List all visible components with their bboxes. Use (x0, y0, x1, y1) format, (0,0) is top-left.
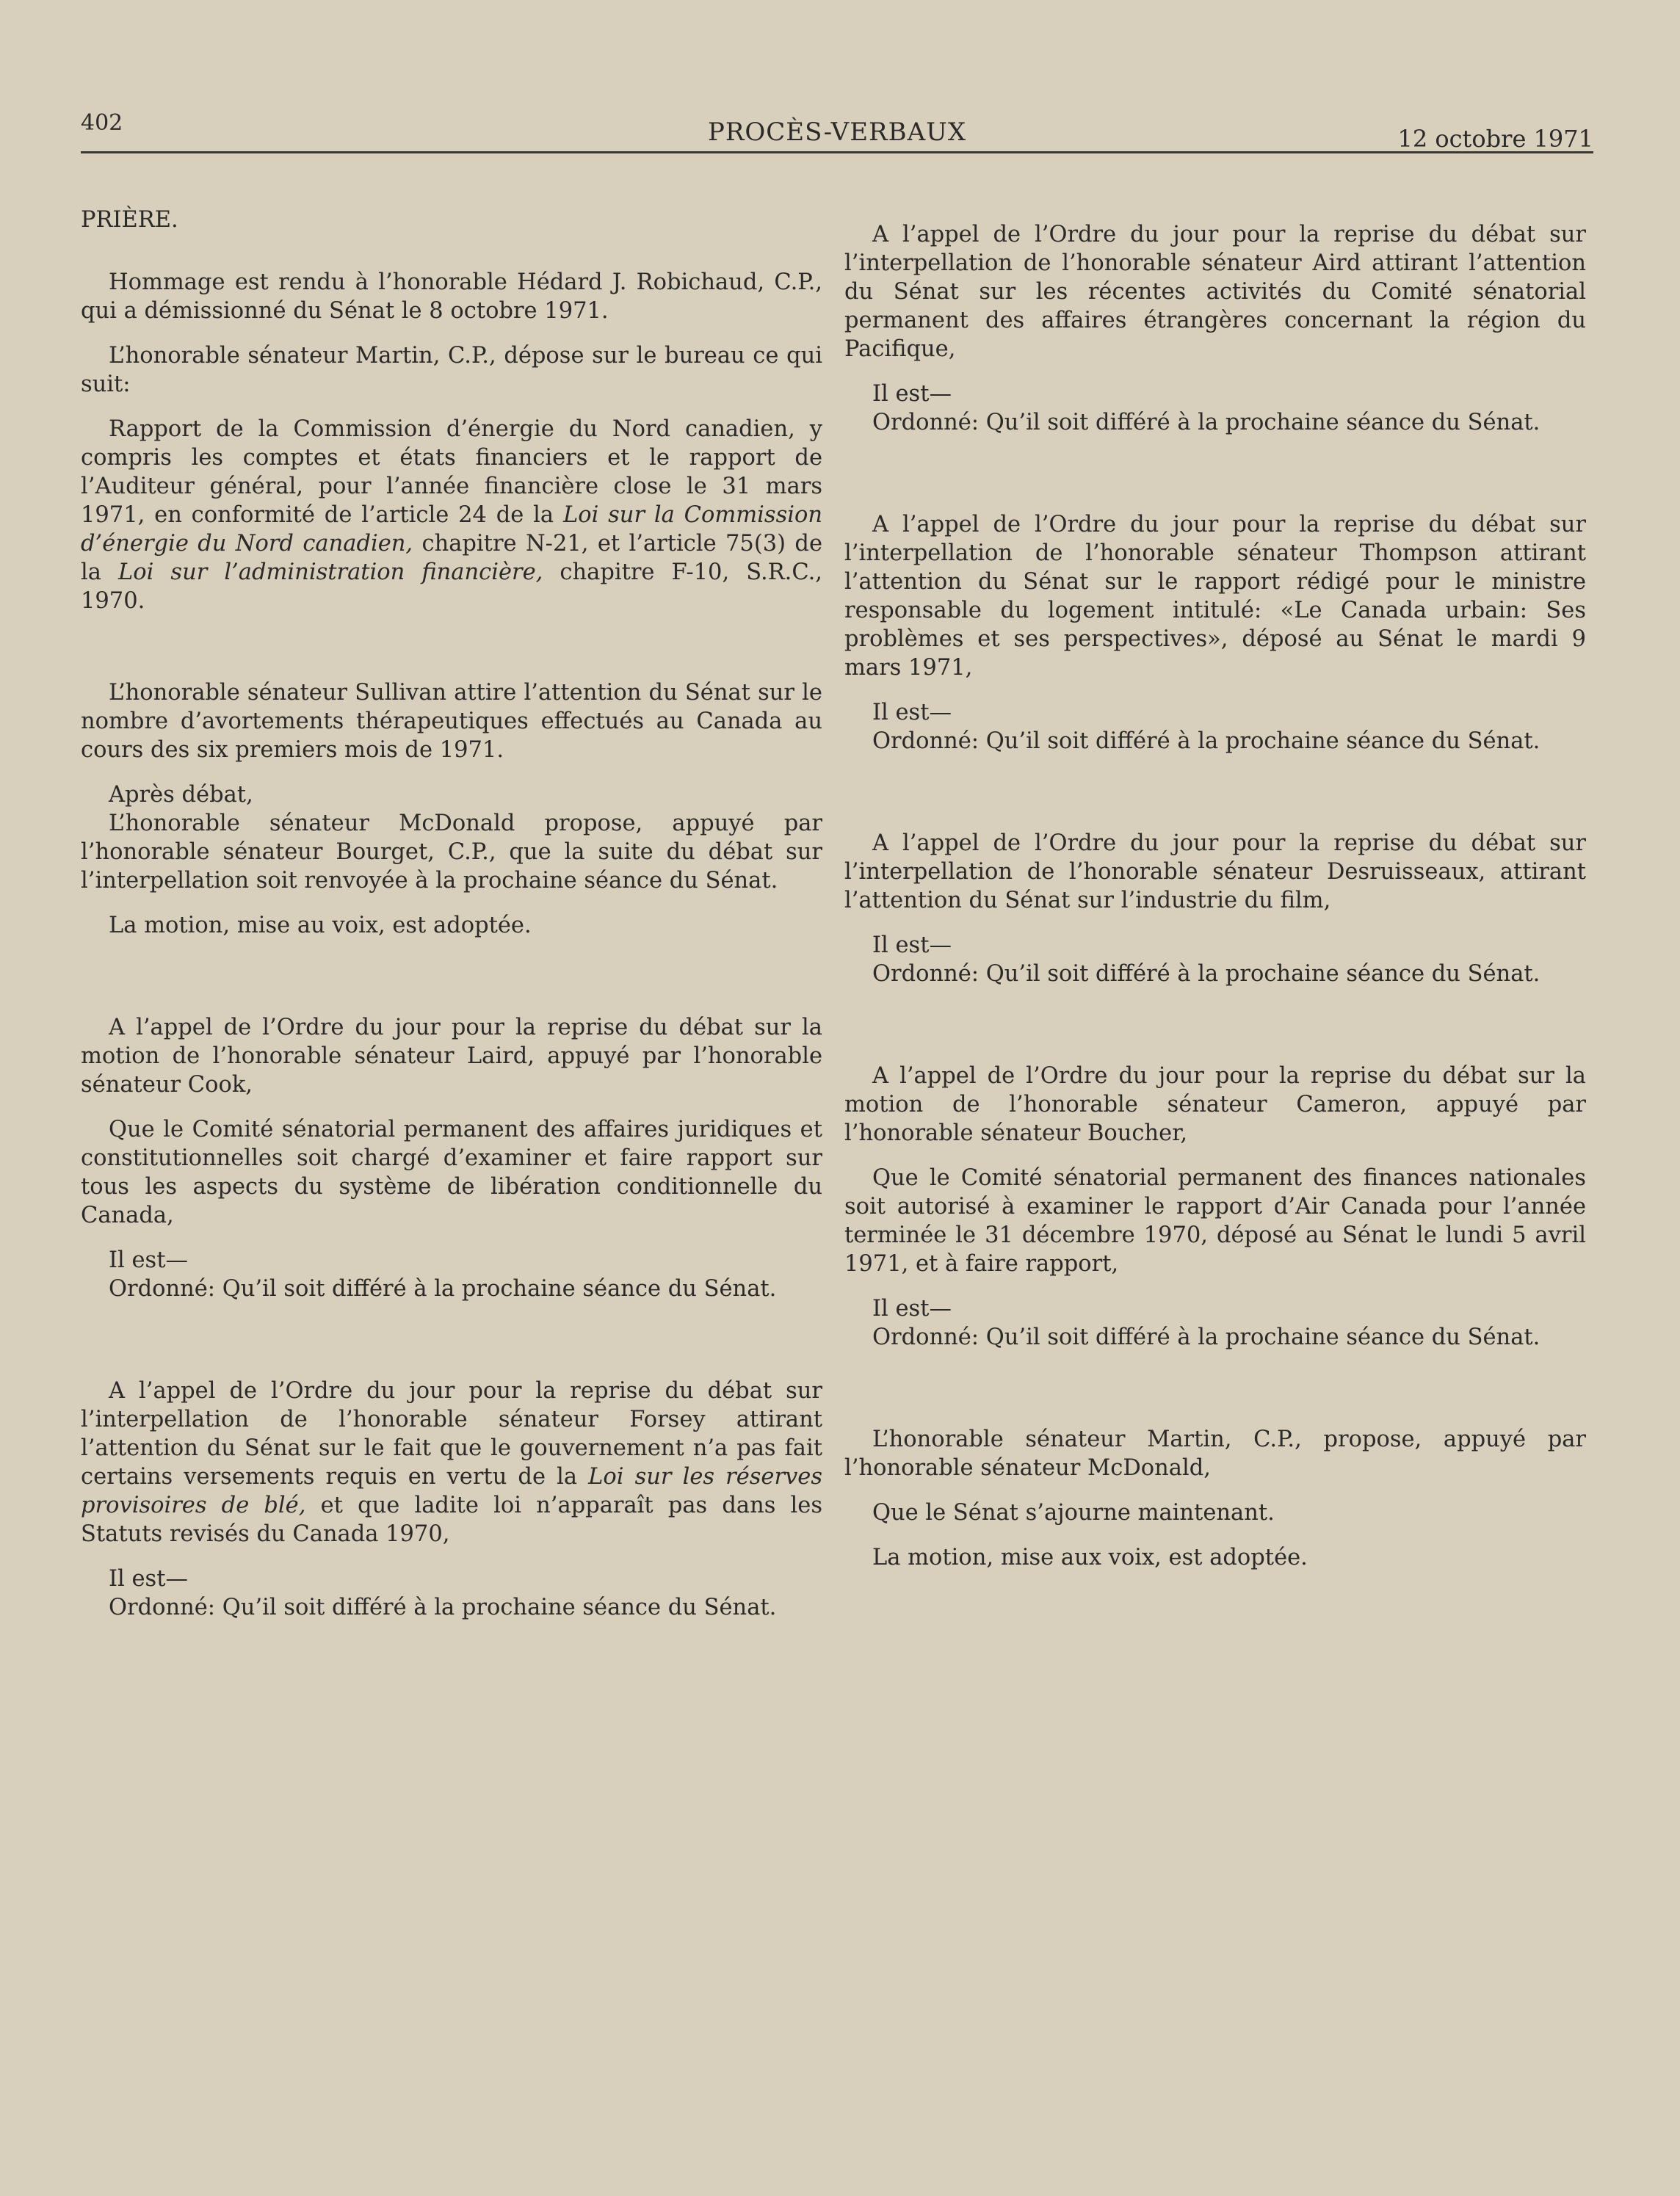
paragraph: L’honorable sénateur McDonald propose, appuyé par l’honorable sénateur Bourget, C.P., que la suite du débat sur l’interpellation soit renvoyée à la prochaine séance du Sénat. (81, 811, 822, 894)
paragraph: Il est— (872, 381, 952, 407)
page-number: 402 (81, 110, 123, 136)
text-run: Rapport de la Commission d’énergie du Nord canadien, y compris les comptes et états financiers et le rapport de l’Auditeur général, pour l’année financière close le 31 mars 1971, en conformité de l’article 24 de la (81, 416, 822, 528)
paragraph: Ordonné: Qu’il soit différé à la prochaine séance du Sénat. (109, 1276, 777, 1302)
text-run: chapitre N-21, et l’article 75(3) de la (81, 531, 822, 585)
paragraph: A l’appel de l’Ordre du jour pour la reprise du débat sur l’interpellation de l’honorable sénateur Desruisseaux, attirant l’attention du Sénat sur l’industrie du film, (844, 830, 1586, 913)
act-title: Loi sur les réserves provisoires de blé, (81, 1464, 822, 1518)
left-column (81, 206, 822, 1622)
paragraph: A l’appel de l’Ordre du jour pour la reprise du débat sur la motion de l’honorable sénateur Cameron, appuyé par l’honorable sénateur Boucher, (844, 1063, 1586, 1146)
running-title: PROCÈS-VERBAUX (707, 117, 967, 147)
paragraph: Il est— (109, 1566, 188, 1592)
paragraph: L’honorable sénateur Martin, C.P., propose, appuyé par l’honorable sénateur McDonald, (844, 1427, 1586, 1481)
header-date: 12 octobre 1971 (1397, 125, 1593, 153)
paragraph: L’honorable sénateur Martin, C.P., dépose sur le bureau ce qui suit: (81, 343, 822, 397)
paragraph: Il est— (109, 1247, 188, 1273)
paragraph: Que le Comité sénatorial permanent des affaires juridiques et constitutionnelles soit chargé d’examiner et faire rapport sur tous les aspects du système de libération conditionnelle du Canada, (81, 1117, 822, 1228)
paragraph: A l’appel de l’Ordre du jour pour la reprise du débat sur la motion de l’honorable sénateur Laird, appuyé par l’honorable sénateur Cook, (81, 1015, 822, 1098)
paragraph (81, 1377, 822, 1548)
paragraph: Ordonné: Qu’il soit différé à la prochaine séance du Sénat. (872, 961, 1540, 987)
paragraph: Après débat, (109, 782, 253, 808)
paragraph: Hommage est rendu à l’honorable Hédard J. Robichaud, C.P., qui a démissionné du Sénat le 8 octobre 1971. (81, 269, 822, 324)
paragraph: L’honorable sénateur Sullivan attire l’attention du Sénat sur le nombre d’avortements thérapeutiques effectués au Canada au cours des six premiers mois de 1971. (81, 680, 822, 763)
text-run: chapitre F-10, S.R.C., 1970. (81, 559, 822, 614)
paragraph: Ordonné: Qu’il soit différé à la prochaine séance du Sénat. (872, 728, 1540, 754)
header-rule (81, 151, 1593, 153)
paragraph: Ordonné: Qu’il soit différé à la prochaine séance du Sénat. (872, 410, 1540, 435)
paragraph: Il est— (872, 700, 952, 725)
paragraph: La motion, mise aux voix, est adoptée. (872, 1545, 1308, 1570)
paragraph: Ordonné: Qu’il soit différé à la prochaine séance du Sénat. (109, 1595, 777, 1620)
prayer-heading: PRIÈRE. (81, 207, 178, 233)
paragraph: Que le Sénat s’ajourne maintenant. (872, 1500, 1275, 1526)
paragraph: Il est— (872, 1296, 952, 1322)
paragraph: Ordonné: Qu’il soit différé à la prochaine séance du Sénat. (872, 1325, 1540, 1350)
paragraph: Il est— (872, 932, 952, 958)
paragraph (81, 415, 822, 615)
act-title: Loi sur la Commission d’énergie du Nord canadien, (81, 502, 822, 557)
paragraph: La motion, mise au voix, est adoptée. (109, 913, 532, 938)
right-column (844, 220, 1586, 1572)
paragraph: Que le Comité sénatorial permanent des finances nationales soit autorisé à examiner le rapport d’Air Canada pour l’année terminée le 31 décembre 1970, déposé au Sénat le lundi 5 avril 1971, et à faire rapport, (844, 1165, 1586, 1277)
paragraph: A l’appel de l’Ordre du jour pour la reprise du débat sur l’interpellation de l’honorable sénateur Aird attirant l’attention du Sénat sur les récentes activités du Comité sénatorial permanent des affaires étrangères concernant la région du Pacifique, (844, 222, 1586, 362)
text-run: et que ladite loi n’apparaît pas dans les Statuts revisés du Canada 1970, (81, 1493, 822, 1547)
text-run: A l’appel de l’Ordre du jour pour la reprise du débat sur l’interpellation de l’honorable sénateur Forsey attirant l’attention du Sénat sur le fait que le gouvernement n’a pas fait certains versements requis en vertu de la (81, 1378, 822, 1490)
act-title: Loi sur l’administration financière, (118, 559, 543, 585)
page-header (81, 110, 1593, 154)
paragraph: A l’appel de l’Ordre du jour pour la reprise du débat sur l’interpellation de l’honorable sénateur Thompson attirant l’attention du Sénat sur le rapport rédigé pour le ministre responsable du logement intitulé: «Le Canada urbain: Ses problèmes et ses perspectives», déposé au Sénat le mardi 9 mars 1971, (844, 512, 1586, 681)
